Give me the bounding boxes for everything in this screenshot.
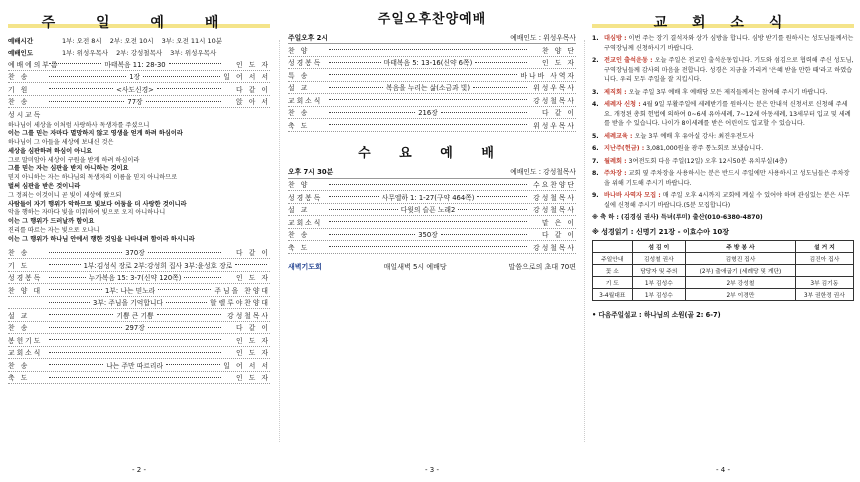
table-cell: 1부 김성수 — [632, 276, 686, 288]
reading-line: 믿지 아니하는 자는 하나님의 독생자의 이름을 믿지 아니하므로 — [8, 174, 178, 182]
row-item: 찬 양 — [288, 46, 310, 55]
info-a: 1부: 위성우목사 — [62, 48, 109, 57]
dawn-label: 새벽기도회 — [288, 262, 322, 271]
news-title: 세례교육 : — [604, 132, 633, 140]
order-row — [288, 229, 576, 242]
news-title: 월례회 : — [604, 157, 627, 165]
row-leader: 위성우목사 — [533, 84, 577, 93]
info-label: 예배인도 — [8, 48, 34, 57]
row-item: 찬 송 — [8, 98, 30, 107]
news-title: 전교인 출석운동 : — [604, 57, 653, 64]
row-detail: 나는 주만 따르리라 — [106, 361, 164, 370]
news-text: 매 주일 오후 4시까지 교회에 계실 수 있어야 하며 관심있는 분은 사무실에 신청해 주시기 바랍니다.(5분 모집합니다) — [604, 192, 850, 209]
news-number: 1. — [592, 35, 599, 42]
row-leader: 인 도 자 — [235, 274, 271, 283]
news-number: 9. — [592, 192, 599, 199]
news-body — [604, 157, 854, 167]
info-a: 1부: 오전 8시 — [62, 36, 102, 45]
service-header — [288, 165, 576, 179]
order-row — [288, 57, 576, 70]
order-row — [8, 247, 270, 260]
leader-dots — [49, 101, 124, 102]
leader-dots — [329, 209, 398, 210]
table-cell: 담당자 및 주의 — [632, 264, 686, 276]
news-body — [604, 100, 854, 129]
row-item: 설 교 — [288, 206, 310, 215]
order-row — [8, 259, 270, 272]
order-row — [8, 372, 270, 385]
row-leader: 다 같 이 — [235, 85, 270, 94]
news-body — [604, 132, 854, 142]
news-title: 세례자 신청 : — [604, 101, 641, 108]
news-number: 3. — [592, 88, 599, 96]
leader-dots — [148, 327, 221, 328]
row-leader: 맡 은 이 — [541, 218, 576, 227]
row-item: 찬 송 — [288, 231, 310, 240]
row-leader: 일 어 서 서 — [223, 73, 271, 82]
row-detail: 77장 — [127, 98, 143, 107]
service-leader: 예배인도 : 위성우목사 — [510, 33, 576, 42]
page-4-column — [592, 0, 854, 482]
leader-dots — [329, 49, 527, 50]
dawn-prayer-line — [288, 262, 576, 272]
leader-dots — [441, 112, 527, 113]
row-item: 찬 송 — [8, 249, 30, 258]
news-number: 6. — [592, 145, 599, 152]
responsive-reading — [8, 122, 270, 245]
news-text: 오늘 주일 3부 예배 후 예배당 모든 제직들께서는 참여해 주시기 바랍니다. — [628, 88, 828, 96]
leader-dots — [49, 339, 221, 340]
leader-dots — [475, 62, 527, 63]
leader-dots — [166, 302, 207, 303]
order-row — [8, 347, 270, 360]
reading-line: 그 정죄는 이것이니 곧 빛이 세상에 왔으되 — [8, 191, 122, 199]
news-text: 3,081,000원을 광주 통노회로 보냈습니다. — [646, 145, 764, 152]
news-item — [592, 191, 854, 210]
congrats-line: ※ 축 하 : (김경심 권사) 득녀(루미) 출산(010-6380-4870) — [592, 214, 763, 221]
service-time: 주일오후 2시 — [288, 33, 328, 42]
table-cell: 3부 권한정 권사 — [795, 288, 853, 300]
row-leader: 강성철목사 — [533, 206, 577, 215]
table-cell: 꽃 소 — [593, 264, 633, 276]
row-leader: 인 도 자 — [541, 59, 576, 68]
news-item — [592, 169, 854, 188]
leader-dots — [49, 289, 102, 290]
row-leader: 수요찬양단 — [533, 181, 576, 190]
order-row — [8, 272, 270, 285]
reading-line: 벌써 심판을 받은 것이니라 — [8, 183, 81, 191]
reading-plan-title: ※ 성경읽기 : 신명기 21장 - 이효수아 10장 — [592, 227, 729, 236]
row-item: 기 도 — [8, 261, 30, 270]
row-leader: 강성철목사 — [227, 311, 270, 320]
row-detail: 1장 — [129, 73, 141, 82]
leader-dots — [329, 196, 379, 197]
table-cell — [795, 264, 853, 276]
leader-dots — [49, 314, 113, 315]
table-cell: 기 도 — [593, 276, 633, 288]
info-label: 예배시간 — [8, 36, 34, 45]
row-leader: 인 도 자 — [235, 349, 270, 358]
service-header — [288, 30, 576, 44]
leader-dots — [329, 74, 517, 75]
row-leader: 인 도 자 — [235, 374, 270, 383]
row-detail: 다윗의 슬픈 노래2 — [400, 206, 456, 215]
row-detail: 350장 — [418, 231, 438, 240]
leader-dots — [235, 264, 267, 265]
order-row — [288, 107, 576, 120]
reading-line: 하나님이 그 아들을 세상에 보내신 것은 — [8, 139, 114, 147]
table-cell: 김성철 권사 — [632, 252, 686, 264]
leader-dots — [49, 264, 81, 265]
news-title: 주차장 : — [604, 170, 627, 177]
row-leader: 강성철목사 — [533, 96, 576, 105]
row-item: 찬 송 — [288, 109, 310, 118]
row-item: 설 교 — [8, 311, 30, 320]
news-title: 대심방 : — [604, 35, 627, 42]
news-body — [604, 191, 854, 210]
row-item: 성경봉독 — [288, 59, 323, 68]
news-body — [604, 34, 854, 53]
leader-dots — [49, 63, 101, 64]
row-item: 찬 송 — [8, 324, 30, 333]
row-detail: 누가복음 15: 3-7(신약 120쪽) — [88, 274, 182, 283]
row-item: 기 원 — [8, 85, 30, 94]
row-detail: 복음을 누리는 삶(소금과 빛) — [386, 84, 471, 93]
page-2-column — [8, 0, 270, 482]
row-item: 찬 양 대 — [8, 286, 43, 295]
news-title: 제직회 : — [604, 88, 627, 96]
news-text: 교회 옆 주차장을 사용하시는 분은 반드시 주일에만 사용하시고 성도님들은 주차장을 위해 기도해 주시기 바랍니다. — [604, 170, 850, 187]
table-cell: 3-4월대표 — [593, 288, 633, 300]
news-item — [592, 34, 854, 53]
leader-dots — [49, 352, 221, 353]
leader-dots — [166, 364, 220, 365]
row-leader: 다 같 이 — [541, 109, 577, 118]
table-header: 주 방 봉 사 — [686, 240, 796, 252]
order-row — [8, 71, 270, 84]
leader-dots — [329, 221, 527, 222]
order-row — [288, 191, 576, 204]
wednesday-title: 수 요 예 배 — [358, 145, 506, 161]
table-header: 설 거 지 — [795, 240, 853, 252]
row-detail: 마태복음 5: 13-16(신약 6쪽) — [383, 59, 473, 68]
news-title: 바나바 사역자 모집 : — [604, 192, 661, 199]
service-roster-table — [592, 240, 854, 301]
reading-line: 이는 그 행위가 드러날까 함이요 — [8, 218, 95, 226]
next-sermon: • 다음주일설교 : 하나님의 소원(골 2: 6-7) — [592, 310, 721, 319]
leader-dots — [49, 364, 103, 365]
info-c: 3부: 위성우목사 — [170, 48, 217, 57]
table-cell: 1부 김성수 — [632, 288, 686, 300]
leader-dots — [49, 377, 221, 378]
leader-dots — [329, 234, 415, 235]
page-title: 교 회 소 식 — [592, 12, 854, 34]
dawn-time: 매일새벽 5시 예배당 — [383, 262, 447, 271]
news-text: 이번 주는 장기 결석자와 상가 심방을 합니다. 심방 받기를 원하시는 성도님들께서는 구역장님께 신청하시기 바랍니다. — [604, 35, 854, 52]
leader-dots — [49, 76, 126, 77]
row-item: 찬 송 — [8, 73, 30, 82]
leader-dots — [157, 314, 221, 315]
row-leader: 강성철목사 — [533, 243, 576, 252]
row-detail: 297장 — [125, 324, 145, 333]
leader-dots — [458, 209, 527, 210]
leader-dots — [49, 88, 113, 89]
reading-line: 악을 행하는 자마다 빛을 미워하여 빛으로 오지 아니하나니 — [8, 209, 166, 217]
info-b: 2부: 오전 10시 — [109, 36, 154, 45]
order-row — [8, 322, 270, 335]
row-item: 특 송 — [288, 71, 310, 80]
news-text: 오늘 3부 예배 후 유아실 강사: 최진우전도사 — [634, 132, 754, 140]
row-detail: 3부: 주님을 기억합니다 — [93, 299, 164, 308]
row-leader: 찬 양 단 — [541, 46, 576, 55]
dawn-reading: 말씀으로의 초대 70편 — [508, 262, 576, 271]
row-detail: <사도신경> — [116, 85, 154, 94]
table-header: 섬 김 이 — [632, 240, 686, 252]
table-header — [593, 240, 633, 252]
page-number: - 3 - — [425, 466, 439, 474]
page-title: 주일오후찬양예배 — [377, 12, 487, 27]
order-row — [288, 119, 576, 132]
row-item: 교회소식 — [8, 349, 43, 358]
row-item: 교회소식 — [288, 96, 323, 105]
news-body — [604, 56, 854, 85]
row-item: 성경봉독 — [8, 274, 43, 283]
leader-dots — [329, 112, 415, 113]
table-row — [593, 264, 854, 276]
leader-dots — [477, 196, 527, 197]
row-detail: 마태복음 11: 28-30 — [104, 60, 166, 69]
leader-dots — [49, 252, 122, 253]
news-item — [592, 157, 854, 167]
order-row — [288, 44, 576, 57]
leader-dots — [49, 327, 122, 328]
row-item: 찬 송 — [8, 361, 30, 370]
table-cell: 김형진 집사 — [686, 252, 796, 264]
news-title: 지난주(헌금) : — [604, 145, 645, 152]
order-row — [288, 216, 576, 229]
info-c: 3부: 오전 11시 10분 — [161, 36, 223, 45]
table-row — [593, 252, 854, 264]
service-info-line — [8, 46, 270, 58]
order-row — [8, 96, 270, 109]
row-leader: 위성우목사 — [533, 121, 576, 130]
row-leader: 인 도 자 — [235, 336, 270, 345]
leader-dots — [184, 277, 221, 278]
leader-dots — [329, 184, 527, 185]
page-number: - 2 - — [132, 466, 146, 474]
row-detail: 기쁨 큰 기쁨 — [116, 311, 154, 320]
row-item: 예배에의부름 — [8, 60, 60, 69]
row-detail: 사무엘하 1: 1-27(구약 464쪽) — [381, 193, 475, 202]
info-b: 2부: 강성철목사 — [116, 48, 163, 57]
service-leader: 예배인도 : 강성철목사 — [510, 168, 576, 176]
table-cell: 2부 강성철 — [686, 276, 796, 288]
responsive-reading-row — [8, 108, 270, 121]
table-cell: 김진아 집사 — [795, 252, 853, 264]
reading-line: 그를 믿는 자는 심판을 받지 아니하는 것이요 — [8, 165, 129, 173]
row-leader: 강성철목사 — [533, 193, 577, 202]
news-text: 4월 9일 부활주일에 세례받기를 원하시는 분은 안내석 신청서로 신청해 주세요. 개정된 총회 헌법에 의하여 0~6세 유아세례, 7~12세 아동세례, 13세부터 입교 및 세례를 받을 수 있습니다. 나이가 8이세례를 받은 어린이도 입교할 수 있습니다. — [604, 101, 851, 127]
reading-line: 이는 그를 믿는 자마다 멸망하지 않고 영생을 얻게 하려 하심이라 — [8, 130, 183, 138]
order-row — [8, 309, 270, 322]
table-cell: 주일안내 — [593, 252, 633, 264]
news-item — [592, 132, 854, 142]
leader-dots — [49, 302, 90, 303]
leader-dots — [49, 277, 86, 278]
column-divider — [279, 40, 280, 442]
row-leader: 앉 아 서 — [235, 98, 270, 107]
reading-line: 그로 말미암아 세상이 구원을 받게 하려 하심이라 — [8, 156, 140, 164]
news-number: 2. — [592, 57, 599, 64]
leader-dots — [143, 76, 220, 77]
leader-dots — [158, 289, 211, 290]
news-number: 4. — [592, 101, 599, 108]
news-number: 7. — [592, 157, 599, 165]
leader-dots — [157, 88, 221, 89]
row-leader: 인 도 자 — [235, 60, 270, 69]
order-row — [288, 204, 576, 217]
leader-dots — [146, 101, 221, 102]
table-cell: 2부 이경만 — [686, 288, 796, 300]
row-leader: 다 같 이 — [235, 249, 271, 258]
news-body — [604, 169, 854, 188]
row-item: 교회소식 — [288, 218, 323, 227]
row-item: 봉헌기도 — [8, 336, 43, 345]
row-item: 찬 양 — [288, 181, 310, 190]
page-number: - 4 - — [716, 466, 730, 474]
order-row — [288, 94, 576, 107]
order-row — [8, 359, 270, 372]
news-body — [604, 144, 854, 154]
row-item: 성경봉독 — [288, 193, 323, 202]
row-leader: 일 어 서 서 — [223, 361, 271, 370]
news-number: 8. — [592, 170, 599, 177]
news-text: 3여전도회 다음 주일(12일) 오후 12시50분 유치부실(4층) — [628, 157, 788, 165]
news-number: 5. — [592, 132, 599, 140]
news-item — [592, 144, 854, 154]
leader-dots — [329, 124, 527, 125]
order-row — [288, 82, 576, 95]
leader-dots — [148, 252, 221, 253]
table-cell: 3부 김기동 — [795, 276, 853, 288]
table-cell: (2부) 출애굽기 (세례당 및 게단) — [686, 264, 796, 276]
reading-line: 사람들이 자기 행위가 악하므로 빛보다 어둠을 더 사랑한 것이니라 — [8, 200, 187, 208]
row-detail: 1부:김성식 장로 2부:강성희 집사 3부:윤성호 장로 — [83, 261, 233, 270]
row-leader: 다 같 이 — [541, 231, 577, 240]
row-leader: 주님을 찬양대 — [214, 286, 270, 295]
service-info-line — [8, 34, 270, 46]
order-row — [8, 58, 270, 71]
news-item — [592, 56, 854, 85]
leader-dots — [169, 63, 221, 64]
leader-dots — [329, 99, 527, 100]
leader-dots — [329, 62, 381, 63]
reading-line: 진리를 따르는 자는 빛으로 오나니 — [8, 227, 100, 235]
page-title: 주 일 예 배 — [8, 12, 270, 34]
page-3-column — [288, 0, 576, 482]
order-row — [288, 69, 576, 82]
reading-line: 세상을 심판하려 하심이 아니요 — [8, 147, 93, 155]
row-item: 축 도 — [8, 374, 30, 383]
row-detail: 1부: 나는 믿노라 — [105, 286, 156, 295]
row-leader: 바나바 사역자 — [520, 71, 576, 80]
reading-line: 하나님이 세상을 이처럼 사랑하사 독생자를 주셨으니 — [8, 121, 150, 129]
row-item: 축 도 — [288, 121, 310, 130]
row-detail: 370장 — [125, 249, 145, 258]
row-leader: 할렐루야찬양대 — [210, 299, 270, 308]
table-row — [593, 288, 854, 300]
leader-dots — [473, 87, 527, 88]
order-row — [8, 334, 270, 347]
row-detail: 216장 — [418, 109, 438, 118]
order-row — [288, 241, 576, 254]
news-body — [604, 88, 854, 98]
reading-line: 이는 그 행위가 하나님 안에서 행한 것임을 나타내려 함이라 하시니라 — [8, 235, 195, 243]
order-row — [8, 284, 270, 297]
leader-dots — [441, 234, 527, 235]
news-text: 오늘 주일은 전교인 출석운동입니다. 기도와 섬김으로 협력해 주신 성도님, 구역장님들께 감사의 마음을 전합니다. 성경은 지금을 가리켜 '은혜 받을 만한 때'라고 하였습니다. 우리 모두 주일을 잘 지킵시다. — [604, 57, 854, 83]
leader-dots — [329, 246, 527, 247]
order-row — [8, 297, 270, 310]
row-item: 축 도 — [288, 243, 310, 252]
news-item — [592, 100, 854, 129]
service-time: 오후 7시 30분 — [288, 168, 334, 176]
column-divider — [584, 40, 585, 442]
leader-dots — [329, 87, 383, 88]
order-row — [8, 83, 270, 96]
row-item: 성시교독 — [8, 111, 43, 120]
table-row — [593, 276, 854, 288]
news-item — [592, 88, 854, 98]
order-row — [288, 179, 576, 192]
row-leader: 다 같 이 — [235, 324, 271, 333]
row-item: 설 교 — [288, 84, 310, 93]
